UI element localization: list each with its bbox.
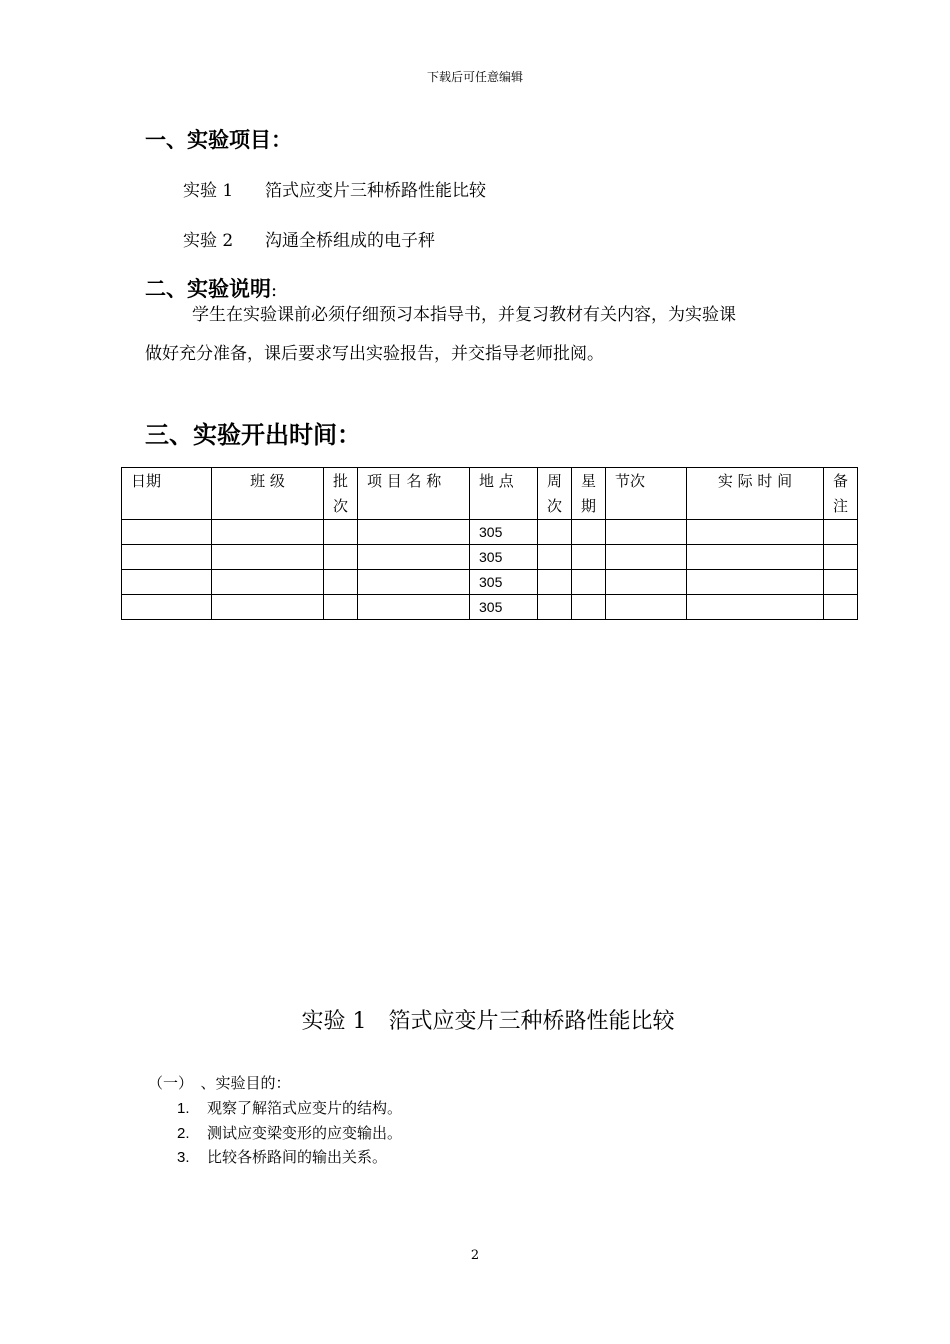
cell-remark bbox=[824, 545, 858, 570]
cell-session bbox=[606, 570, 687, 595]
header-session: 节次 bbox=[606, 468, 687, 520]
cell-project bbox=[358, 570, 470, 595]
purpose-item-1 bbox=[177, 1097, 402, 1118]
cell-week bbox=[538, 595, 572, 620]
header-batch: 批 次 bbox=[324, 468, 358, 520]
schedule-table bbox=[121, 467, 858, 620]
header-weekday: 星 期 bbox=[572, 468, 606, 520]
cell-batch bbox=[324, 595, 358, 620]
instructions-line-1: 学生在实验课前必须仔细预习本指导书，并复习教材有关内容，为实验课 bbox=[192, 305, 736, 325]
header-remark: 备 注 bbox=[824, 468, 858, 520]
header-week: 周 次 bbox=[538, 468, 572, 520]
section-2-title-text: 二、实验说明 bbox=[145, 277, 271, 301]
table-row bbox=[122, 520, 858, 545]
cell-date bbox=[122, 595, 212, 620]
cell-remark bbox=[824, 595, 858, 620]
experiment-item-1 bbox=[183, 176, 486, 201]
cell-project bbox=[358, 520, 470, 545]
cell-date bbox=[122, 545, 212, 570]
list-number: 1. bbox=[177, 1100, 190, 1117]
header-note: 下载后可任意编辑 bbox=[426, 70, 523, 84]
section-2-title bbox=[145, 273, 277, 303]
experiment-item-2 bbox=[183, 226, 435, 251]
header-date: 日期 bbox=[122, 468, 212, 520]
cell-date bbox=[122, 520, 212, 545]
table-row bbox=[122, 570, 858, 595]
list-text: 比较各桥路间的输出关系。 bbox=[207, 1148, 388, 1166]
cell-project bbox=[358, 595, 470, 620]
section-2-colon: : bbox=[271, 280, 278, 301]
section-1-title: 一、实验项目： bbox=[145, 128, 292, 152]
cell-location: 305 bbox=[470, 545, 538, 570]
cell-date bbox=[122, 570, 212, 595]
page-number: 2 bbox=[470, 1248, 480, 1263]
cell-week bbox=[538, 545, 572, 570]
header-project: 项 目 名 称 bbox=[358, 468, 470, 520]
table-header-row bbox=[122, 468, 858, 520]
section-3-title: 三、实验开出时间： bbox=[145, 421, 361, 449]
cell-class bbox=[212, 570, 324, 595]
cell-week bbox=[538, 520, 572, 545]
experiment-number: 实验 2 bbox=[183, 231, 234, 251]
cell-weekday bbox=[572, 520, 606, 545]
cell-week bbox=[538, 570, 572, 595]
cell-weekday bbox=[572, 570, 606, 595]
cell-actual-time bbox=[687, 545, 824, 570]
list-text: 测试应变梁变形的应变输出。 bbox=[207, 1124, 403, 1142]
cell-weekday bbox=[572, 545, 606, 570]
cell-location: 305 bbox=[470, 570, 538, 595]
instructions-line-2: 做好充分准备，课后要求写出实验报告，并交指导老师批阅。 bbox=[145, 344, 604, 364]
cell-actual-time bbox=[687, 520, 824, 545]
cell-remark bbox=[824, 570, 858, 595]
list-number: 3. bbox=[177, 1149, 190, 1166]
cell-location: 305 bbox=[470, 520, 538, 545]
cell-location: 305 bbox=[470, 595, 538, 620]
cell-actual-time bbox=[687, 595, 824, 620]
header-class: 班 级 bbox=[212, 468, 324, 520]
cell-remark bbox=[824, 520, 858, 545]
cell-batch bbox=[324, 545, 358, 570]
cell-project bbox=[358, 545, 470, 570]
cell-class bbox=[212, 545, 324, 570]
header-location: 地 点 bbox=[470, 468, 538, 520]
table-row bbox=[122, 545, 858, 570]
table-row bbox=[122, 595, 858, 620]
cell-batch bbox=[324, 570, 358, 595]
purpose-item-3 bbox=[177, 1146, 387, 1167]
experiment-number: 实验 1 bbox=[183, 181, 234, 201]
cell-batch bbox=[324, 520, 358, 545]
cell-session bbox=[606, 545, 687, 570]
purpose-heading: （一） 、实验目的： bbox=[148, 1074, 291, 1092]
cell-session bbox=[606, 520, 687, 545]
cell-session bbox=[606, 595, 687, 620]
cell-class bbox=[212, 595, 324, 620]
cell-class bbox=[212, 520, 324, 545]
cell-weekday bbox=[572, 595, 606, 620]
cell-actual-time bbox=[687, 570, 824, 595]
list-number: 2. bbox=[177, 1125, 190, 1142]
experiment-name: 箔式应变片三种桥路性能比较 bbox=[265, 181, 486, 201]
purpose-item-2 bbox=[177, 1122, 402, 1143]
header-actual-time: 实 际 时 间 bbox=[687, 468, 824, 520]
experiment-1-title: 实验 1 箔式应变片三种桥路性能比较 bbox=[301, 1009, 675, 1034]
list-text: 观察了解箔式应变片的结构。 bbox=[207, 1099, 403, 1117]
experiment-name: 沟通全桥组成的电子秤 bbox=[265, 231, 435, 251]
